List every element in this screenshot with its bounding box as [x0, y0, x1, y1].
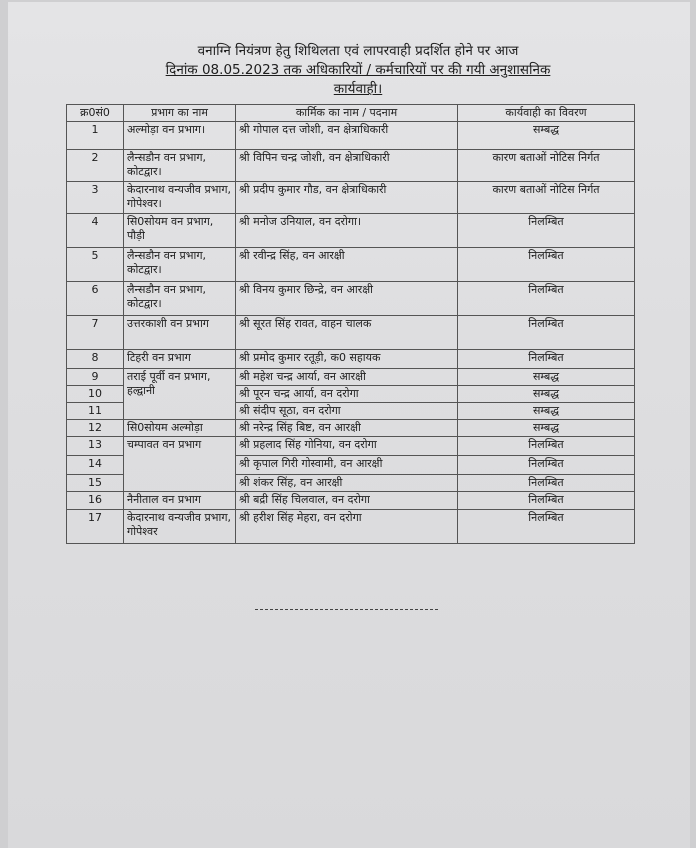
cell-serial: 8: [67, 350, 124, 369]
cell-action: सम्बद्ध: [458, 386, 635, 403]
cell-action: निलम्बित: [458, 248, 635, 282]
cell-action: निलम्बित: [458, 437, 635, 456]
cell-serial: 5: [67, 248, 124, 282]
cell-person: श्री हरीश सिंह मेहरा, वन दरोगा: [236, 510, 458, 544]
header-person: कार्मिक का नाम / पदनाम: [236, 105, 458, 122]
cell-serial: 13: [67, 437, 124, 456]
cell-serial: 1: [67, 122, 124, 150]
cell-person: श्री बद्री सिंह चिलवाल, वन दरोगा: [236, 492, 458, 510]
title-line-3: कार्यवाही।: [333, 81, 383, 97]
cell-person: श्री सूरत सिंह रावत, वाहन चालक: [236, 316, 458, 350]
cell-action: निलम्बित: [458, 214, 635, 248]
cell-person: श्री कृपाल गिरी गोस्वामी, वन आरक्षी: [236, 456, 458, 475]
table-row: [67, 369, 635, 386]
cell-action: कारण बताओं नोटिस निर्गत: [458, 182, 635, 214]
cell-person: श्री नरेन्द्र सिंह बिष्ट, वन आरक्षी: [236, 420, 458, 437]
table-row: [67, 182, 635, 214]
cell-serial: 17: [67, 510, 124, 544]
table-row: [67, 492, 635, 510]
cell-person: श्री संदीप सूठा, वन दरोगा: [236, 403, 458, 420]
cell-person: श्री महेश चन्द्र आर्या, वन आरक्षी: [236, 369, 458, 386]
cell-serial: 9: [67, 369, 124, 386]
header-serial: क्र0सं0: [67, 105, 124, 122]
cell-action: सम्बद्ध: [458, 369, 635, 386]
cell-serial: 15: [67, 475, 124, 492]
cell-action: निलम्बित: [458, 475, 635, 492]
header-action: कार्यवाही का विवरण: [458, 105, 635, 122]
table-row: [67, 122, 635, 150]
cell-action: कारण बताओं नोटिस निर्गत: [458, 150, 635, 182]
cell-division: तराई पूर्वी वन प्रभाग, हल्द्वानी: [124, 369, 236, 420]
cell-serial: 2: [67, 150, 124, 182]
cell-action: निलम्बित: [458, 492, 635, 510]
cell-action: सम्बद्ध: [458, 420, 635, 437]
cell-division: लैन्सडौन वन प्रभाग, कोटद्वार।: [124, 248, 236, 282]
cell-division: केदारनाथ वन्यजीव प्रभाग, गोपेश्वर।: [124, 182, 236, 214]
title-line-1: वनाग्नि नियंत्रण हेतु शिथिलता एवं लापरवाही प्रदर्शित होने पर आज: [197, 43, 519, 59]
cell-person: श्री विपिन चन्द्र जोशी, वन क्षेत्राधिकारी: [236, 150, 458, 182]
cell-division: सि0सोयम अल्मोड़ा: [124, 420, 236, 437]
cell-action: सम्बद्ध: [458, 122, 635, 150]
cell-action: निलम्बित: [458, 510, 635, 544]
cell-division: लैन्सडौन वन प्रभाग, कोटद्वार।: [124, 282, 236, 316]
cell-serial: 16: [67, 492, 124, 510]
table-row: [67, 214, 635, 248]
end-dash-line: [255, 609, 438, 610]
cell-serial: 6: [67, 282, 124, 316]
cell-action: सम्बद्ध: [458, 403, 635, 420]
table-row: [67, 510, 635, 544]
cell-action: निलम्बित: [458, 316, 635, 350]
disciplinary-action-table: [66, 104, 635, 544]
cell-division: नैनीताल वन प्रभाग: [124, 492, 236, 510]
cell-serial: 14: [67, 456, 124, 475]
cell-serial: 12: [67, 420, 124, 437]
cell-division: लैन्सडौन वन प्रभाग, कोटद्वार।: [124, 150, 236, 182]
table-header-row: [67, 105, 635, 122]
cell-person: श्री मनोज उनियाल, वन दरोगा।: [236, 214, 458, 248]
cell-division: केदारनाथ वन्यजीव प्रभाग, गोपेश्वर: [124, 510, 236, 544]
table-row: [67, 437, 635, 456]
cell-action: निलम्बित: [458, 456, 635, 475]
cell-person: श्री प्रमोद कुमार रतूड़ी, क0 सहायक: [236, 350, 458, 369]
cell-person: श्री पूरन चन्द्र आर्या, वन दरोगा: [236, 386, 458, 403]
table-row: [67, 420, 635, 437]
cell-division: सि0सोयम वन प्रभाग, पौड़ी: [124, 214, 236, 248]
table-row: [67, 282, 635, 316]
cell-person: श्री रवीन्द्र सिंह, वन आरक्षी: [236, 248, 458, 282]
table-row: [67, 350, 635, 369]
table-row: [67, 150, 635, 182]
table-row: [67, 248, 635, 282]
cell-division: चम्पावत वन प्रभाग: [124, 437, 236, 492]
cell-action: निलम्बित: [458, 282, 635, 316]
cell-person: श्री शंकर सिंह, वन आरक्षी: [236, 475, 458, 492]
cell-serial: 4: [67, 214, 124, 248]
cell-serial: 7: [67, 316, 124, 350]
table-row: [67, 316, 635, 350]
cell-serial: 10: [67, 386, 124, 403]
title-line-2: दिनांक 08.05.2023 तक अधिकारियों / कर्मचारियों पर की गयी अनुशासनिक: [165, 62, 551, 78]
cell-action: निलम्बित: [458, 350, 635, 369]
cell-division: अल्मोड़ा वन प्रभाग।: [124, 122, 236, 150]
document-title: [108, 42, 608, 99]
cell-serial: 3: [67, 182, 124, 214]
header-division: प्रभाग का नाम: [124, 105, 236, 122]
cell-person: श्री विनय कुमार छिन्द्रे, वन आरक्षी: [236, 282, 458, 316]
cell-division: उत्तरकाशी वन प्रभाग: [124, 316, 236, 350]
cell-division: टिहरी वन प्रभाग: [124, 350, 236, 369]
cell-person: श्री गोपाल दत्त जोशी, वन क्षेत्राधिकारी: [236, 122, 458, 150]
cell-person: श्री प्रहलाद सिंह गोनिया, वन दरोगा: [236, 437, 458, 456]
cell-person: श्री प्रदीप कुमार गौड, वन क्षेत्राधिकारी: [236, 182, 458, 214]
cell-serial: 11: [67, 403, 124, 420]
